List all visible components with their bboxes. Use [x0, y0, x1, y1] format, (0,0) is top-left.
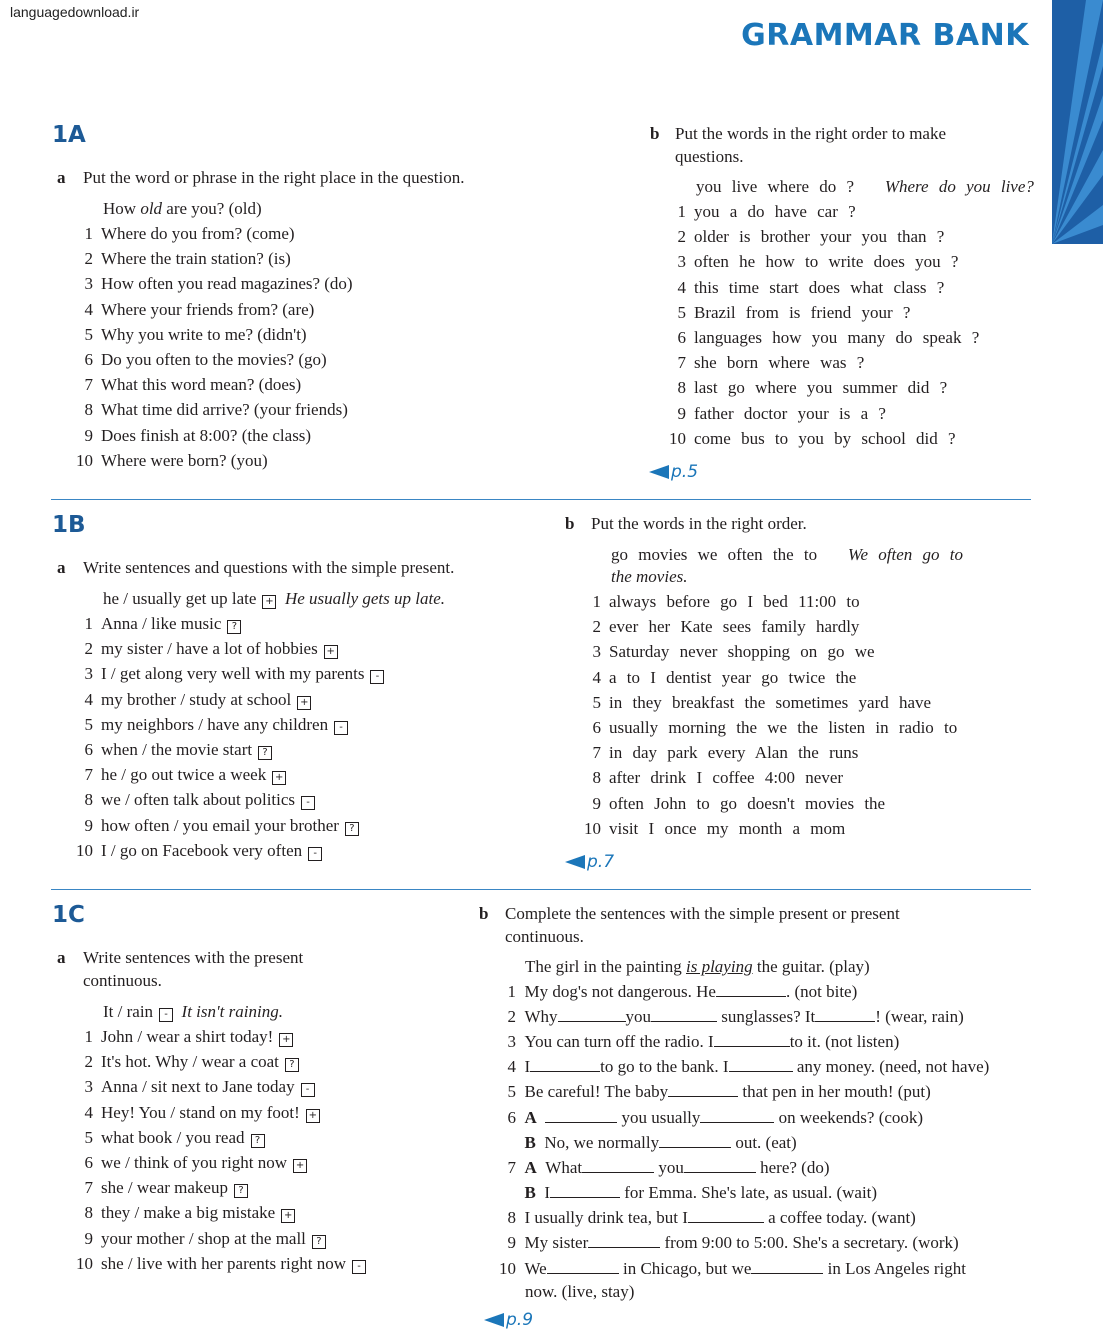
item-text: Does finish at 8:00? (the class)	[101, 425, 312, 445]
page-ref-p7-link[interactable]: p.7	[565, 852, 614, 872]
exercise-item	[75, 762, 286, 787]
exercise-item	[75, 636, 338, 661]
item-text: Hey! You / stand on my foot!	[101, 1102, 300, 1122]
exercise-item	[583, 690, 931, 715]
item-text: after drink I coffee 4:00 never	[609, 768, 844, 788]
s1a-a-example: How old are you? (old)	[103, 199, 262, 218]
item-number: 8	[592, 768, 601, 788]
item-text: Why you write to me? (didn't)	[101, 324, 307, 344]
exercise-item	[75, 297, 314, 322]
s1c-b-item-6b: B No, we normally out. (eat)	[524, 1133, 797, 1152]
sign-box: -	[159, 1008, 173, 1022]
exercise-item	[75, 347, 327, 372]
exercise-item	[75, 1175, 248, 1200]
item-text: Where the train station? (is)	[101, 249, 291, 269]
s1c-b-instruction-1: Complete the sentences with the simple present or present	[505, 904, 900, 923]
item-text: you a do have car ?	[694, 202, 856, 221]
item-number: 2	[677, 227, 686, 247]
answer-blank[interactable]	[815, 1007, 875, 1022]
sign-box: +	[272, 771, 286, 785]
item-number: 1	[84, 614, 93, 633]
exercise-item	[668, 224, 944, 249]
item-text: in day park every Alan the runs	[609, 743, 859, 763]
exercise-item	[583, 816, 845, 841]
s1c-b-item-6a: 6 A you usually on weekends? (cook)	[507, 1108, 924, 1127]
item-number: 6	[84, 350, 93, 369]
item-number: 4	[592, 667, 601, 687]
answer-blank[interactable]	[582, 1158, 654, 1173]
answer-blank[interactable]	[700, 1108, 774, 1123]
item-text: always before go I bed 11:00 to	[609, 592, 860, 611]
exercise-item	[583, 665, 856, 690]
exercise-item	[583, 740, 858, 765]
s1a-b-instruction-2: questions.	[675, 147, 744, 166]
answer-blank[interactable]	[729, 1057, 793, 1072]
item-number: 4	[84, 1102, 93, 1122]
answer-blank[interactable]	[530, 1057, 600, 1072]
item-text: often he how to write does you ?	[694, 252, 959, 272]
page-title: GRAMMAR BANK	[741, 18, 1029, 53]
item-text: she / live with her parents right now	[101, 1253, 347, 1273]
sign-box: ?	[227, 620, 241, 634]
item-number: 5	[677, 302, 686, 322]
item-number: 8	[84, 1203, 93, 1223]
item-text: Anna / like music	[101, 614, 222, 633]
sign-box: -	[301, 796, 315, 810]
exercise-item	[75, 737, 272, 762]
answer-blank[interactable]	[545, 1108, 617, 1123]
item-number: 5	[592, 692, 601, 712]
answer-blank[interactable]	[716, 982, 786, 997]
s1c-a-example: It / rain - It isn't raining.	[103, 1002, 283, 1021]
item-number: 9	[84, 815, 93, 835]
s1c-b-item-8: 8 I usually drink tea, but I a coffee today. (want)	[507, 1208, 916, 1227]
s1a-a-label: a	[57, 168, 66, 187]
s1b-b-label: b	[565, 514, 575, 533]
item-number: 10	[76, 450, 93, 470]
answer-blank[interactable]	[714, 1032, 790, 1047]
s1c-b-item-2: 2 Why you sunglasses? It ! (wear, rain)	[507, 1007, 964, 1026]
item-number: 8	[677, 378, 686, 398]
s1a-b-instruction-1: Put the words in the right order to make	[675, 124, 947, 143]
item-text: usually morning the we the listen in radio to	[609, 718, 958, 737]
answer-blank[interactable]	[668, 1082, 738, 1097]
s1b-a-example: he / usually get up late + He usually gets up late.	[103, 589, 445, 608]
s1a-b-example: you live where do ? Where do you live?	[696, 177, 1034, 196]
item-number: 2	[84, 1052, 93, 1072]
arrow-left-icon	[649, 465, 669, 479]
answer-blank[interactable]	[688, 1208, 764, 1223]
answer-blank[interactable]	[751, 1259, 823, 1274]
sign-box: ?	[312, 1235, 326, 1249]
exercise-item	[668, 300, 910, 325]
s1c-b-label: b	[479, 904, 489, 923]
item-number: 9	[677, 403, 686, 423]
item-number: 3	[677, 252, 686, 272]
s1c-b-item-7a: 7 A What you here? (do)	[507, 1158, 830, 1177]
answer-blank[interactable]	[659, 1133, 731, 1148]
exercise-item	[75, 423, 311, 448]
answer-blank[interactable]	[550, 1183, 620, 1198]
item-number: 7	[592, 743, 601, 763]
item-text: Where your friends from? (are)	[101, 299, 315, 319]
item-number: 5	[84, 324, 93, 344]
answer-blank[interactable]	[588, 1233, 660, 1248]
exercise-item	[75, 1024, 293, 1049]
sign-box: +	[281, 1209, 295, 1223]
exercise-item	[75, 611, 241, 636]
exercise-item	[668, 249, 958, 274]
item-number: 8	[84, 790, 93, 810]
s1c-b-item-10-cont: now. (live, stay)	[525, 1282, 635, 1301]
sign-box: -	[352, 1260, 366, 1274]
sign-box: ?	[258, 746, 272, 760]
exercise-item	[668, 426, 956, 451]
item-number: 4	[84, 299, 93, 319]
exercise-item	[668, 350, 864, 375]
item-number: 6	[677, 328, 686, 347]
item-number: 6	[84, 740, 93, 759]
s1c-b-item-1: 1 My dog's not dangerous. He . (not bite)	[507, 982, 858, 1001]
page-ref-p5-link[interactable]: p.5	[649, 462, 698, 482]
item-number: 5	[84, 1127, 93, 1147]
sign-box: ?	[345, 822, 359, 836]
section-1a-title: 1A	[52, 122, 86, 148]
item-text: my brother / study at school	[101, 689, 292, 709]
exercise-item	[75, 397, 348, 422]
item-number: 10	[669, 428, 686, 448]
item-number: 6	[592, 718, 601, 737]
section-divider	[51, 499, 1031, 500]
item-text: we / often talk about politics	[101, 790, 296, 810]
item-text: they / make a big mistake	[101, 1203, 276, 1223]
item-number: 1	[84, 224, 93, 243]
arrow-left-icon	[484, 1313, 504, 1327]
exercise-item	[75, 1226, 326, 1251]
item-number: 4	[84, 689, 93, 709]
answer-blank[interactable]	[684, 1158, 756, 1173]
exercise-item	[668, 199, 856, 224]
item-text: he / go out twice a week	[101, 765, 267, 785]
exercise-item	[75, 1074, 315, 1099]
exercise-item	[75, 271, 353, 296]
exercise-item	[75, 322, 307, 347]
item-number: 2	[592, 617, 601, 637]
item-number: 2	[84, 249, 93, 269]
item-number: 10	[584, 818, 601, 838]
item-text: come bus to you by school did ?	[694, 428, 956, 448]
section-1c-title: 1C	[52, 902, 85, 928]
answer-blank[interactable]	[558, 1007, 626, 1022]
item-number: 2	[84, 639, 93, 659]
s1a-b-label: b	[650, 124, 660, 143]
sign-box: ?	[234, 1184, 248, 1198]
s1c-b-item-7b: B I for Emma. She's late, as usual. (wait)	[524, 1183, 878, 1202]
item-text: my sister / have a lot of hobbies	[101, 639, 318, 659]
item-text: a to I dentist year go twice the	[609, 667, 857, 687]
item-number: 1	[677, 202, 686, 221]
item-number: 3	[84, 664, 93, 684]
page-ref-p9-link[interactable]: p.9	[484, 1310, 533, 1330]
item-text: Where were born? (you)	[101, 450, 268, 470]
s1c-a-label: a	[57, 948, 66, 967]
item-text: visit I once my month a mom	[609, 818, 846, 838]
s1c-b-example: The girl in the painting is playing the guitar. (play)	[525, 957, 870, 976]
item-text: ever her Kate sees family hardly	[609, 617, 860, 637]
item-number: 1	[592, 592, 601, 611]
item-number: 4	[677, 277, 686, 297]
item-text: Brazil from is friend your ?	[694, 302, 911, 322]
sign-box: +	[297, 696, 311, 710]
item-text: how often / you email your brother	[101, 815, 339, 835]
sign-box: +	[306, 1109, 320, 1123]
item-text: we / think of you right now	[101, 1153, 288, 1172]
item-text: in they breakfast the sometimes yard have	[609, 692, 932, 712]
exercise-item	[583, 791, 885, 816]
s1c-b-item-3: 3 You can turn off the radio. I to it. (not listen)	[507, 1032, 900, 1051]
item-text: Where do you from? (come)	[101, 224, 295, 243]
sign-box: +	[293, 1159, 307, 1173]
item-text: I / go on Facebook very often	[101, 840, 303, 860]
exercise-item	[75, 787, 315, 812]
s1b-b-instruction: Put the words in the right order.	[591, 514, 807, 533]
exercise-item	[75, 687, 311, 712]
item-number: 3	[84, 1077, 93, 1097]
exercise-item	[75, 1251, 366, 1276]
s1c-b-instruction-2: continuous.	[505, 927, 584, 946]
item-text: languages how you many do speak ?	[694, 328, 980, 347]
s1c-a-instruction-1: Write sentences with the present	[83, 948, 304, 967]
s1c-b-item-5: 5 Be careful! The baby that pen in her mouth! (put)	[507, 1082, 931, 1101]
item-number: 9	[84, 1228, 93, 1248]
exercise-item	[75, 661, 384, 686]
item-text: she / wear makeup	[101, 1178, 228, 1198]
item-number: 8	[84, 400, 93, 420]
item-text: John / wear a shirt today!	[101, 1027, 274, 1046]
item-text: Do you often to the movies? (go)	[101, 350, 327, 369]
item-text: What time did arrive? (your friends)	[101, 400, 348, 420]
exercise-item	[75, 1100, 320, 1125]
site-watermark: languagedownload.ir	[10, 4, 140, 20]
item-number: 7	[84, 765, 93, 785]
exercise-item	[583, 715, 957, 740]
exercise-item	[75, 372, 301, 397]
exercise-item	[75, 221, 295, 246]
sign-box: -	[301, 1083, 315, 1097]
exercise-item	[583, 765, 843, 790]
item-number: 9	[592, 793, 601, 813]
exercise-item	[75, 1049, 299, 1074]
section-divider	[51, 889, 1031, 890]
exercise-item	[583, 589, 860, 614]
item-number: 10	[76, 1253, 93, 1273]
exercise-item	[75, 712, 348, 737]
exercise-item	[668, 275, 944, 300]
item-number: 7	[677, 353, 686, 373]
item-text: my neighbors / have any children	[101, 714, 329, 734]
exercise-item	[668, 375, 947, 400]
item-number: 1	[84, 1027, 93, 1046]
corner-rays-decoration	[1052, 0, 1103, 244]
exercise-item	[75, 448, 268, 473]
item-text: often John to go doesn't movies the	[609, 793, 886, 813]
exercise-item	[75, 246, 291, 271]
answer-blank[interactable]	[547, 1259, 619, 1274]
exercise-item	[583, 614, 859, 639]
item-number: 3	[592, 642, 601, 662]
item-text: older is brother your you than ?	[694, 227, 945, 247]
s1b-b-example: go movies we often the to We often go to	[611, 545, 963, 564]
sign-box: ?	[251, 1134, 265, 1148]
exercise-item	[75, 1200, 295, 1225]
item-text: I / get along very well with my parents	[101, 664, 365, 684]
item-text: your mother / shop at the mall	[101, 1228, 306, 1248]
s1a-a-instruction: Put the word or phrase in the right place in the question.	[83, 168, 465, 187]
exercise-item	[583, 639, 875, 664]
item-text: last go where you summer did ?	[694, 378, 948, 398]
sign-box: -	[308, 847, 322, 861]
item-number: 7	[84, 1178, 93, 1198]
exercise-item	[668, 325, 979, 350]
sign-box: -	[370, 670, 384, 684]
sign-box: ?	[285, 1058, 299, 1072]
item-text: What this word mean? (does)	[101, 375, 302, 395]
item-number: 6	[84, 1153, 93, 1172]
section-1b-title: 1B	[52, 512, 86, 538]
item-text: How often you read magazines? (do)	[101, 274, 353, 294]
s1b-a-instruction: Write sentences and questions with the simple present.	[83, 558, 455, 577]
sign-box: +	[279, 1033, 293, 1047]
exercise-item	[75, 838, 322, 863]
s1b-a-label: a	[57, 558, 66, 577]
sign-box: +	[262, 595, 276, 609]
s1c-a-instruction-2: continuous.	[83, 971, 162, 990]
item-number: 3	[84, 274, 93, 294]
s1c-b-item-9: 9 My sister from 9:00 to 5:00. She's a secretary. (work)	[507, 1233, 959, 1252]
item-text: she born where was ?	[694, 353, 865, 373]
s1b-b-example-answer-cont: the movies.	[611, 567, 688, 586]
item-text: Anna / sit next to Jane today	[101, 1077, 295, 1097]
exercise-item	[75, 1150, 307, 1175]
item-text: It's hot. Why / wear a coat	[101, 1052, 279, 1072]
item-number: 5	[84, 714, 93, 734]
exercise-item	[668, 401, 886, 426]
item-text: Saturday never shopping on go we	[609, 642, 875, 662]
item-text: this time start does what class ?	[694, 277, 945, 297]
exercise-item	[75, 1125, 265, 1150]
s1c-b-item-4: 4 I to go to the bank. I any money. (need, not have)	[507, 1057, 990, 1076]
exercise-item	[75, 813, 359, 838]
arrow-left-icon	[565, 855, 585, 869]
item-number: 9	[84, 425, 93, 445]
sign-box: +	[324, 645, 338, 659]
item-text: what book / you read	[101, 1127, 245, 1147]
sign-box: -	[334, 721, 348, 735]
item-number: 10	[76, 840, 93, 860]
s1c-b-item-10: 10 We in Chicago, but we in Los Angeles right	[499, 1259, 967, 1278]
item-text: when / the movie start	[101, 740, 253, 759]
item-text: father doctor your is a ?	[694, 403, 886, 423]
item-number: 7	[84, 375, 93, 395]
answer-blank[interactable]	[651, 1007, 717, 1022]
